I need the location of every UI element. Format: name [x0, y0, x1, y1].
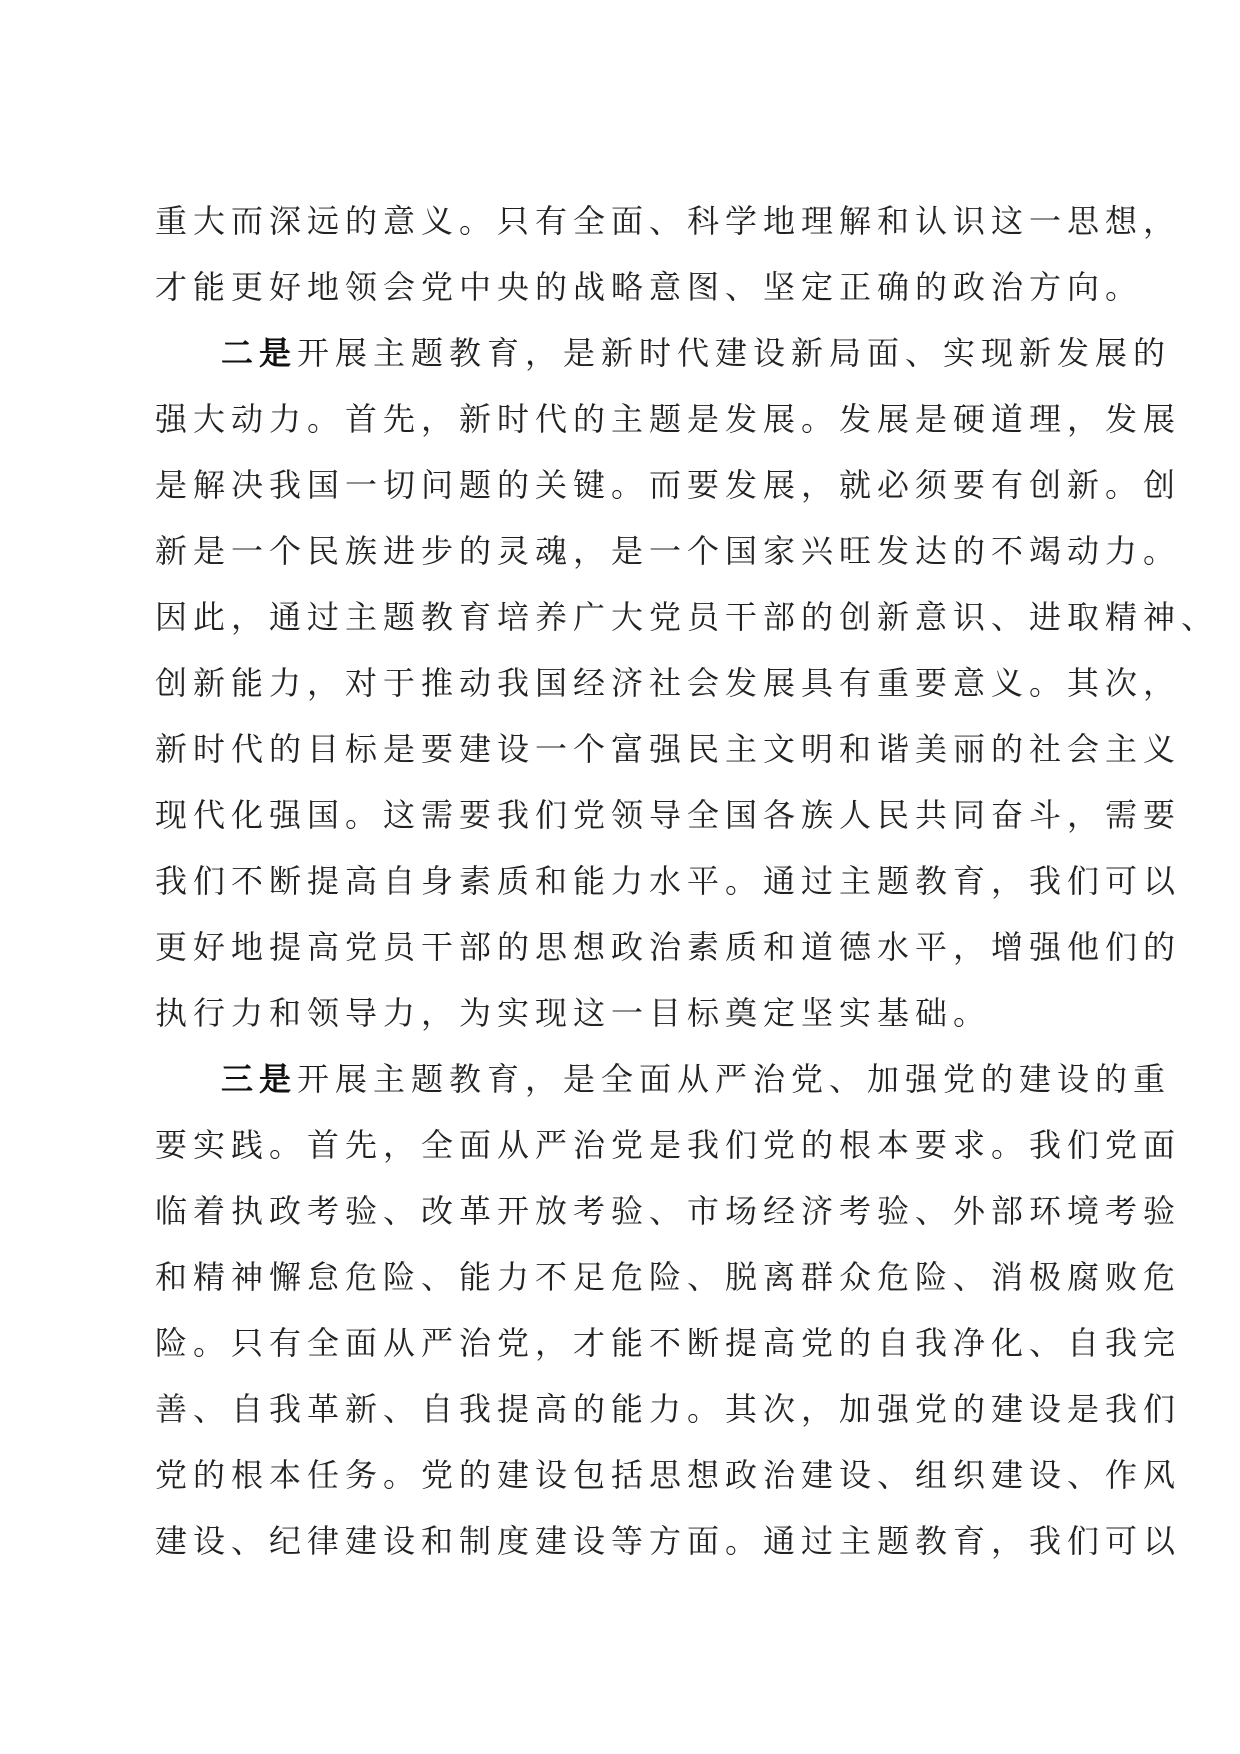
paragraph-line: 建设、纪律建设和制度建设等方面。通过主题教育，我们可以	[155, 1522, 1182, 1560]
paragraph-lead: 二是	[221, 334, 298, 372]
paragraph-line: 险。只有全面从严治党，才能不断提高党的自我净化、自我完	[155, 1324, 1182, 1362]
paragraph-line: 因此，通过主题教育培养广大党员干部的创新意识、进取精神、	[155, 598, 1220, 636]
paragraph-line: 临着执政考验、改革开放考验、市场经济考验、外部环境考验	[155, 1192, 1182, 1230]
paragraph-first-line	[155, 1046, 1172, 1112]
paragraph-line: 强大动力。首先，新时代的主题是发展。发展是硬道理，发展	[155, 400, 1182, 438]
paragraph-line: 新时代的目标是要建设一个富强民主文明和谐美丽的社会主义	[155, 730, 1182, 768]
paragraph-line: 创新能力，对于推动我国经济社会发展具有重要意义。其次，	[155, 664, 1182, 702]
paragraph-line: 要实践。首先，全面从严治党是我们党的根本要求。我们党面	[155, 1126, 1182, 1164]
paragraph-line: 善、自我革新、自我提高的能力。其次，加强党的建设是我们	[155, 1390, 1182, 1428]
paragraph-line: 重大而深远的意义。只有全面、科学地理解和认识这一思想，	[155, 202, 1182, 240]
paragraph-line: 才能更好地领会党中央的战略意图、坚定正确的政治方向。	[155, 268, 1144, 306]
paragraph-line-text: 开展主题教育，是全面从严治党、加强党的建设的重	[297, 1060, 1172, 1098]
paragraph-1	[155, 188, 1182, 320]
paragraph-line: 执行力和领导力，为实现这一目标奠定坚实基础。	[155, 994, 992, 1032]
paragraph-line-text: 开展主题教育，是新时代建设新局面、实现新发展的	[297, 334, 1172, 372]
paragraph-3	[155, 1046, 1182, 1574]
paragraph-first-line	[155, 320, 1172, 386]
paragraph-line: 是解决我国一切问题的关键。而要发展，就必须要有创新。创	[155, 466, 1182, 504]
paragraph-line: 现代化强国。这需要我们党领导全国各族人民共同奋斗，需要	[155, 796, 1182, 834]
paragraph-lead: 三是	[221, 1060, 298, 1098]
paragraph-line: 党的根本任务。党的建设包括思想政治建设、组织建设、作风	[155, 1456, 1182, 1494]
paragraph-line: 和精神懈怠危险、能力不足危险、脱离群众危险、消极腐败危	[155, 1258, 1182, 1296]
paragraph-line: 我们不断提高自身素质和能力水平。通过主题教育，我们可以	[155, 862, 1182, 900]
paragraph-line: 更好地提高党员干部的思想政治素质和道德水平，增强他们的	[155, 928, 1182, 966]
paragraph-2	[155, 320, 1220, 1046]
document-body	[155, 188, 1220, 1574]
paragraph-line: 新是一个民族进步的灵魂，是一个国家兴旺发达的不竭动力。	[155, 532, 1182, 570]
